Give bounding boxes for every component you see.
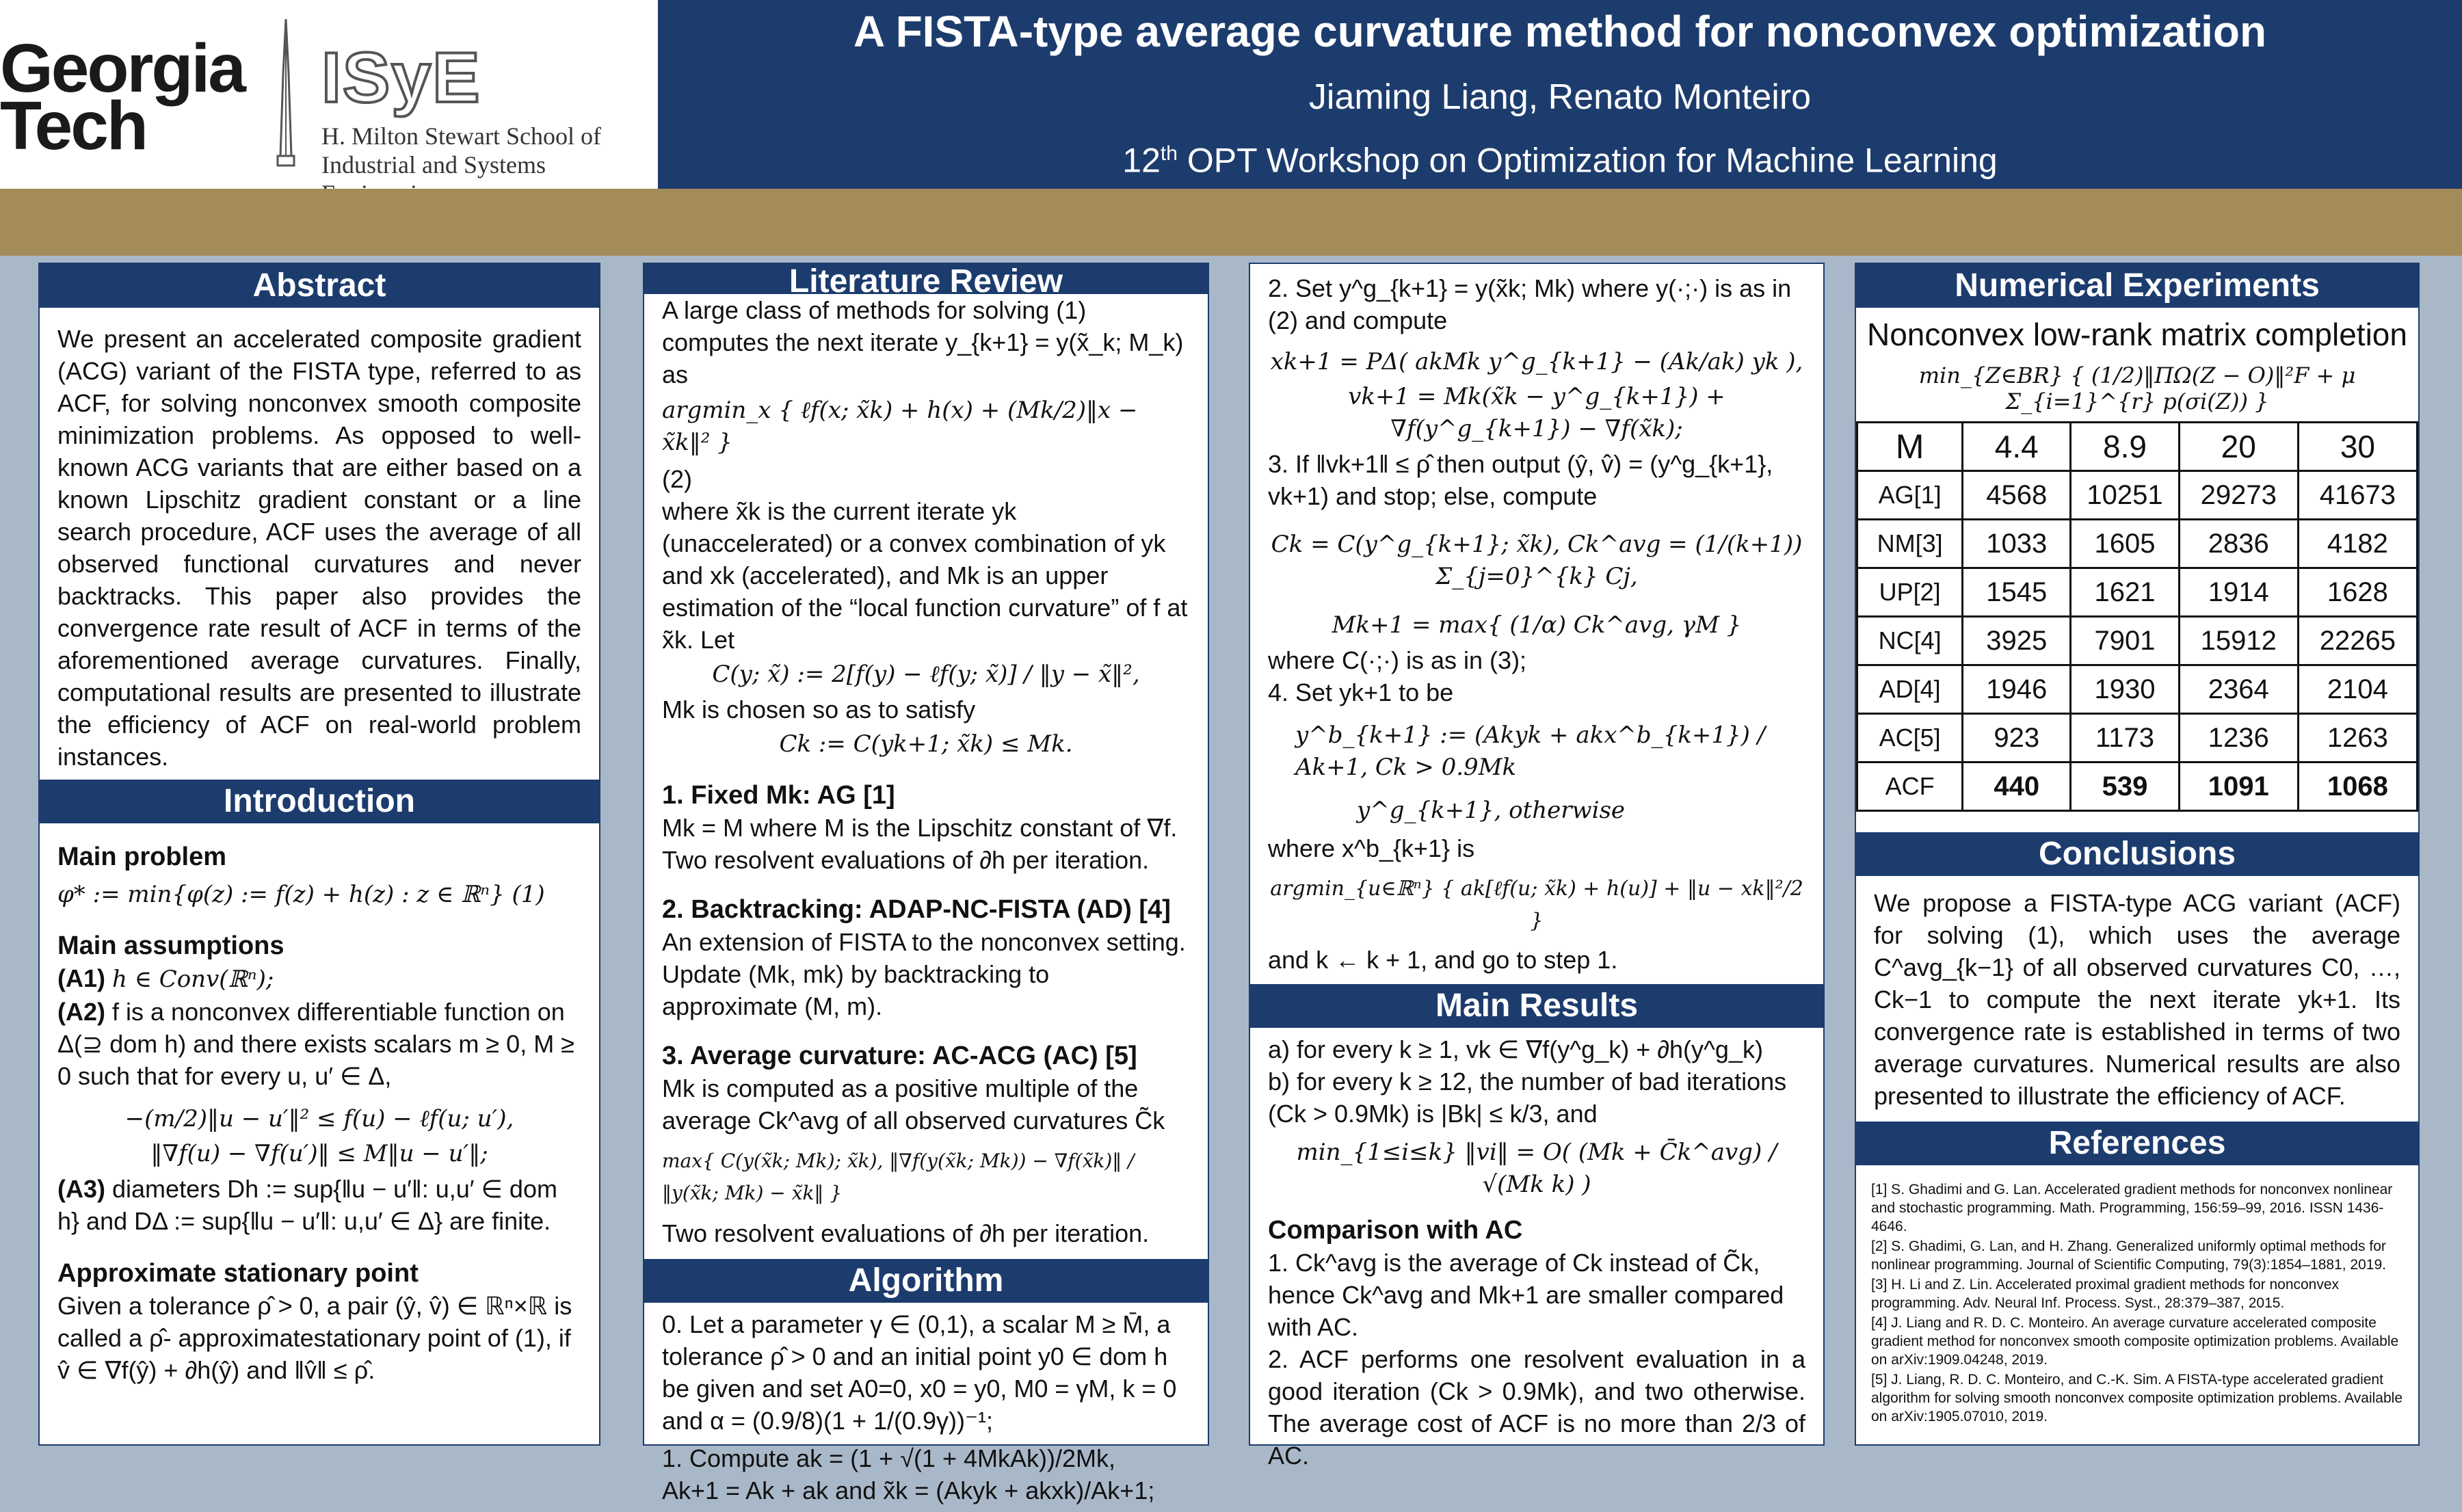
step3-tail: where C(·;·) is as in (3);: [1268, 646, 1527, 674]
backtracking-text: An extension of FISTA to the nonconvex setting. Update (Mk, mk) by backtracking to approximate (M, m).: [662, 928, 1186, 1020]
a2-equation-2: ‖∇f(u) − ∇f(u′)‖ ≤ M‖u − u′‖;: [150, 1140, 488, 1167]
table-row-acf: [1857, 762, 2418, 811]
experiments-subtitle: Nonconvex low-rank matrix completion: [1867, 317, 2407, 352]
table-row: [1857, 714, 2418, 762]
a2-label: (A2): [57, 998, 105, 1026]
step3-equation-1: Ck = C(y^g_{k+1}; x̃k), Ck^avg = (1/(k+1)) Σ_{j=0}^{k} Cj,: [1271, 531, 1803, 590]
venue-ordinal: th: [1160, 142, 1178, 165]
table-cell: 10251: [2071, 471, 2179, 520]
table-cell: 29273: [2179, 471, 2298, 520]
table-cell: 1621: [2071, 568, 2179, 617]
results-table: [1856, 421, 2418, 812]
step4-where: where x^b_{k+1} is: [1268, 834, 1475, 862]
ck-definition: Ck := C(yk+1; x̃k) ≤ Mk.: [779, 730, 1073, 758]
table-cell: 1930: [2071, 665, 2179, 714]
table-header-cell: M: [1857, 423, 1963, 471]
poster-title: A FISTA-type average curvature method for nonconvex optimization: [853, 7, 2267, 56]
literature-body: [644, 294, 1208, 1255]
average-curvature-tail: Two resolvent evaluations of ∂h per iteration.: [662, 1219, 1150, 1247]
reference-item: [1] S. Ghadimi and G. Lan. Accelerated gradient methods for nonconvex nonlinear and stochastic programming. Math. Programming, 156:59–99, 2016. ISSN 1436-4646.: [1871, 1182, 2393, 1234]
a3-label: (A3): [57, 1175, 105, 1203]
column-2: [643, 263, 1209, 1504]
result-b-equation: min_{1≤i≤k} ‖vi‖ = O( (Mk + C̄k^avg) / √(Mk k) ): [1296, 1139, 1777, 1198]
table-row: [1857, 665, 2418, 714]
assumption-a1: [57, 962, 581, 996]
table-row-label: AG[1]: [1857, 471, 1963, 520]
table-cell: 1033: [1963, 520, 2071, 568]
table-cell: 15912: [2179, 617, 2298, 665]
a3-text: diameters Dh := sup{‖u − u′‖: u,u′ ∈ dom h} and DΔ := sup{‖u − u′‖: u,u′ ∈ Δ} are finite.: [57, 1175, 557, 1235]
algorithm-step-2: 2. Set y^g_{k+1} = y(x̃k; Mk) where y(·;·) is as in (2) and compute: [1268, 274, 1792, 334]
introduction-heading: Introduction: [40, 780, 599, 823]
algorithm-step-4: 4. Set yk+1 to be: [1268, 678, 1454, 706]
result-b: b) for every k ≥ 12, the number of bad iterations (Ck > 0.9Mk) is |Bk| ≤ k/3, and: [1268, 1067, 1787, 1128]
assumption-a3: [57, 1173, 581, 1237]
venue-number: 12: [1122, 141, 1161, 180]
table-row-label: UP[2]: [1857, 568, 1963, 617]
literature-intro: A large class of methods for solving (1) computes the next iterate y_{k+1} = y(x̃_k; M_k) as: [662, 296, 1184, 388]
average-curvature-title: 3. Average curvature: AC-ACG (AC) [5]: [662, 1042, 1137, 1070]
average-curvature-equation: max{ C(y(x̃k; Mk); x̃k), ‖∇f(y(x̃k; Mk)) − ∇f(x̃k)‖ / ‖y(x̃k; Mk) − x̃k‖ }: [662, 1150, 1135, 1204]
table-row-label: AD[4]: [1857, 665, 1963, 714]
main-problem-equation: φ* := min{φ(z) := f(z) + h(z) : z ∈ ℝⁿ} (1): [57, 881, 545, 908]
introduction-body: [40, 823, 599, 1392]
table-row-label: AC[5]: [1857, 714, 1963, 762]
isye-logo: ISyE: [321, 38, 481, 118]
backtracking-title: 2. Backtracking: ADAP-NC-FISTA (AD) [4]: [662, 895, 1171, 924]
conclusions-heading: Conclusions: [1856, 832, 2418, 876]
poster-venue: [658, 134, 2462, 181]
column-4: [1855, 263, 2420, 1446]
logo-line2: Tech: [0, 88, 146, 164]
table-cell: 41673: [2298, 471, 2417, 520]
step2-equation-2: vk+1 = Mk(x̃k − y^g_{k+1}) + ∇f(y^g_{k+1}) − ∇f(x̃k);: [1348, 383, 1725, 442]
poster-authors: Jiaming Liang, Renato Monteiro: [1308, 77, 1812, 117]
argmin-equation: argmin_x { ℓf(x; x̃k) + h(x) + (Mk/2)‖x − x̃k‖² }: [662, 397, 1138, 456]
main-assumptions-title: Main assumptions: [57, 931, 284, 960]
literature-where: where x̃k is the current iterate yk (unaccelerated) or a convex combination of yk and xk (accelerated), and Mk is an upper estimation of the “local function curvature” of f at x̃k. Let: [662, 497, 1188, 654]
column-3: [1249, 263, 1825, 1470]
equation-number-2: (2): [662, 465, 692, 493]
a1-label: (A1): [57, 964, 105, 992]
comparison-1: 1. Ck^avg is the average of Ck instead of C̃k, hence Ck^avg and Mk+1 are smaller compared with AC.: [1268, 1249, 1784, 1341]
algorithm-step-1b: Ak+1 = Ak + ak and x̃k = (Akyk + akxk)/Ak+1;: [662, 1476, 1155, 1504]
reference-item: [4] J. Liang and R. D. C. Monteiro. An average curvature accelerated composite gradient method for nonconvex smooth composite optimization problems. Available on arXiv:1909.04248, 2019.: [1871, 1315, 2399, 1368]
abstract-heading: Abstract: [40, 264, 599, 308]
reference-item: [2] S. Ghadimi, G. Lan, and H. Zhang. Generalized uniformly optimal methods for nonlinear programming. Journal of Scientific Computing, 79(3):1854–1881, 2019.: [1871, 1238, 2386, 1273]
column-1: [38, 263, 600, 1446]
algorithm-heading: Algorithm: [644, 1259, 1208, 1303]
conclusions-text: We propose a FISTA-type ACG variant (ACF) for solving (1), which uses the average C^avg_{k−1} of all observed curvatures C0, …, Ck−1 to compute the next iterate yk+1. Its convergence rate is established in terms of two average curvatures. Numerical results are also presented to illustrate the efficiency of ACF.: [1874, 889, 2400, 1110]
step4-argmin: argmin_{u∈ℝⁿ} { ak[ℓf(u; x̃k) + h(u)] + ‖u − xk‖²/2 }: [1270, 877, 1803, 933]
comparison-title: Comparison with AC: [1268, 1216, 1523, 1245]
table-cell: 539: [2071, 762, 2179, 811]
table-row: [1857, 471, 2418, 520]
venue-text: OPT Workshop on Optimization for Machine Learning: [1177, 141, 1998, 180]
table-cell: 4182: [2298, 520, 2417, 568]
table-cell: 1628: [2298, 568, 2417, 617]
table-row-label: ACF: [1857, 762, 1963, 811]
table-cell: 1173: [2071, 714, 2179, 762]
table-cell: 1914: [2179, 568, 2298, 617]
algorithm-step-1: 1. Compute ak = (1 + √(1 + 4MkAk))/2Mk,: [662, 1444, 1115, 1472]
accent-bar: [0, 189, 2462, 256]
literature-heading: Literature Review: [644, 264, 1208, 294]
step4-tail: and k ← k + 1, and go to step 1.: [1268, 946, 1618, 974]
assumption-a2: [57, 996, 581, 1092]
a1-text: h ∈ Conv(ℝⁿ);: [112, 966, 274, 993]
table-cell: 1605: [2071, 520, 2179, 568]
step4-case-1: y^b_{k+1} := (Akyk + akx^b_{k+1}) / Ak+1, Ck > 0.9Mk: [1295, 721, 1766, 781]
table-cell: 1946: [1963, 665, 2071, 714]
school-line2: Industrial and Systems: [321, 151, 546, 178]
poster-header: [658, 0, 2462, 189]
algorithm-step-3: 3. If ‖vk+1‖ ≤ ρ̂ then output (ŷ, v̂) = (y^g_{k+1}, vk+1) and stop; else, compute: [1268, 450, 1773, 510]
table-cell: 7901: [2071, 617, 2179, 665]
algorithm-body-part1: [644, 1303, 1208, 1512]
georgia-tech-logo: [0, 30, 244, 164]
table-header-cell: 4.4: [1963, 423, 2071, 471]
table-row: [1857, 520, 2418, 568]
table-cell: 923: [1963, 714, 2071, 762]
table-row: [1857, 568, 2418, 617]
table-header-cell: 8.9: [2071, 423, 2179, 471]
experiments-heading: Numerical Experiments: [1856, 264, 2418, 308]
mk-chosen-text: Mk is chosen so as to satisfy: [662, 695, 976, 724]
reference-item: [3] H. Li and Z. Lin. Accelerated proximal gradient methods for nonconvex programming. Adv. Neural Inf. Process. Syst., 28:379–387, 2015.: [1871, 1277, 2340, 1311]
table-header-row: [1857, 423, 2418, 471]
table-cell: 3925: [1963, 617, 2071, 665]
step4-case-2: y^g_{k+1}, otherwise: [1357, 797, 1626, 824]
table-row-label: NM[3]: [1857, 520, 1963, 568]
comparison-2: 2. ACF performs one resolvent evaluation in a good iteration (Ck > 0.9Mk), and two otherwise. The average cost of ACF is no more than 2/3 of AC.: [1268, 1345, 1805, 1470]
table-header-cell: 30: [2298, 423, 2417, 471]
fixed-mk-title: 1. Fixed Mk: AG [1]: [662, 781, 895, 810]
average-curvature-text: Mk is computed as a positive multiple of the average Ck^avg of all observed curvatures C̃k: [662, 1074, 1165, 1135]
table-cell: 2364: [2179, 665, 2298, 714]
table-cell: 1091: [2179, 762, 2298, 811]
algorithm-body-part2: [1250, 264, 1823, 981]
logo-line1: Georgia: [0, 30, 244, 107]
experiments-objective: min_{Z∈BR} { (1/2)‖ΠΩ(Z − O)‖²F + μ Σ_{i=1}^{r} p(σi(Z)) }: [1918, 362, 2356, 414]
table-row-label: NC[4]: [1857, 617, 1963, 665]
table-row: [1857, 617, 2418, 665]
table-cell: 1068: [2298, 762, 2417, 811]
references-list: [1856, 1165, 2418, 1431]
table-cell: 1263: [2298, 714, 2417, 762]
table-cell: 4568: [1963, 471, 2071, 520]
algorithm-step-0: 0. Let a parameter γ ∈ (0,1), a scalar M ≥ M̄, a tolerance ρ̂ > 0 and an initial point y0 ∈ dom h be given and set A0=0, x0 = y0, M0 = γM, k = 0 and α = (0.9/8)(1 + 1/(0.9γ))⁻¹;: [662, 1310, 1177, 1435]
table-cell: 1545: [1963, 568, 2071, 617]
table-cell: 2836: [2179, 520, 2298, 568]
main-problem-title: Main problem: [57, 843, 227, 871]
table-cell: 440: [1963, 762, 2071, 811]
tech-tower-icon: [272, 19, 300, 170]
step3-equation-2: Mk+1 = max{ (1/α) Ck^avg, γM }: [1332, 611, 1742, 639]
logo-area: [0, 0, 658, 189]
step2-equation-1: xk+1 = PΔ( akMk y^g_{k+1} − (Ak/ak) yk ),: [1270, 348, 1803, 375]
table-cell: 22265: [2298, 617, 2417, 665]
table-header-cell: 20: [2179, 423, 2298, 471]
fixed-mk-text: Mk = M where M is the Lipschitz constant of ∇f. Two resolvent evaluations of ∂h per iteration.: [662, 814, 1178, 874]
curvature-definition: C(y; x̃) := 2[f(y) − ℓf(y; x̃)] / ‖y − x̃‖²,: [712, 661, 1140, 688]
table-cell: 2104: [2298, 665, 2417, 714]
abstract-text: We present an accelerated composite gradient (ACG) variant of the FISTA type, referred to as ACF, for solving nonconvex smooth composite minimization problems. As opposed to well-known ACG variants that are either based on a known Lipschitz gradient constant or a line search procedure, ACF uses the average of all observed functional curvatures and never backtracks. This paper also provides the convergence rate result of ACF in terms of the aforementioned average curvatures. Finally, computational results are presented to illustrate the efficiency of ACF on real-world problem instances.: [57, 325, 581, 771]
approx-stationary-title: Approximate stationary point: [57, 1259, 419, 1288]
a2-equation-1: −(m/2)‖u − u′‖² ≤ f(u) − ℓf(u; u′),: [124, 1105, 514, 1132]
approx-stationary-text: Given a tolerance ρ̂ > 0, a pair (ŷ, v̂) ∈ ℝⁿ×ℝ is called a ρ̂- approximatestationary point of (1), if v̂ ∈ ∇f(ŷ) + ∂h(ŷ) and ‖v̂‖ ≤ ρ̂.: [57, 1292, 572, 1384]
reference-item: [5] J. Liang, R. D. C. Monteiro, and C.-K. Sim. A FISTA-type accelerated gradient algorithm for solving smooth nonconvex composite optimization problems. Available on arXiv:1905.07010, 2019.: [1871, 1372, 2403, 1424]
references-heading: References: [1856, 1122, 2418, 1165]
result-a: a) for every k ≥ 1, vk ∈ ∇f(y^g_k) + ∂h(y^g_k): [1268, 1035, 1763, 1063]
table-cell: 1236: [2179, 714, 2298, 762]
a2-text: f is a nonconvex differentiable function on Δ(⊇ dom h) and there exists scalars m ≥ 0, M ≥ 0 such that for every u, u′ ∈ Δ,: [57, 998, 574, 1090]
school-line1: H. Milton Stewart School of: [321, 122, 601, 150]
main-results-heading: Main Results: [1250, 984, 1823, 1028]
main-results-body: [1250, 1028, 1823, 1477]
